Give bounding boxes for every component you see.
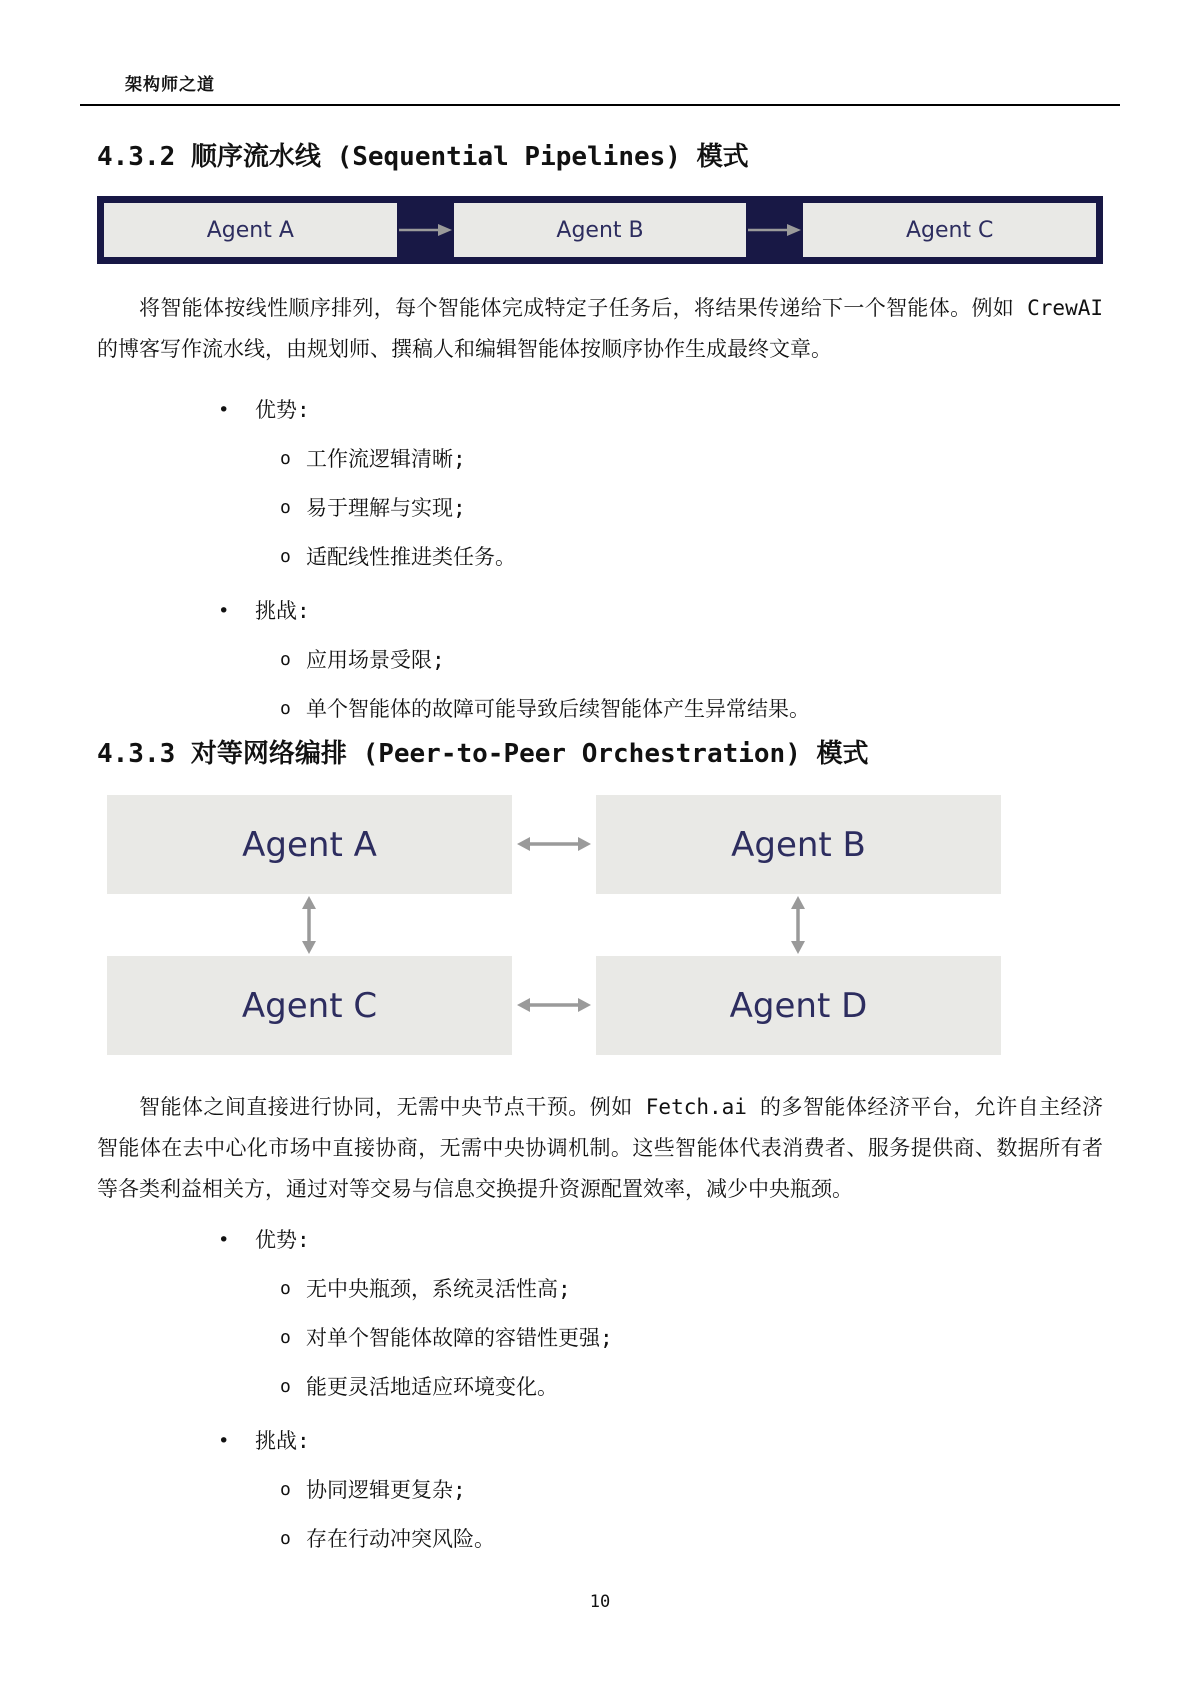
- list-label: 优势:: [255, 1228, 310, 1252]
- bullet-icon: •: [218, 1430, 230, 1452]
- list-item: [97, 543, 1103, 571]
- bullet-icon: •: [218, 600, 230, 622]
- list-item-text: 协同逻辑更复杂;: [306, 1478, 466, 1502]
- header-title: 架构师之道: [125, 75, 215, 95]
- diagram-node-agent-d: Agent D: [596, 956, 1001, 1055]
- bullet-icon: •: [218, 399, 230, 421]
- list-item: [97, 695, 1103, 723]
- list-sequential: [97, 396, 1103, 723]
- list-label: 优势:: [255, 398, 310, 422]
- paragraph-sequential: 将智能体按线性顺序排列，每个智能体完成特定子任务后，将结果传递给下一个智能体。例如 CrewAI 的博客写作流水线，由规划师、撰稿人和编辑智能体按顺序协作生成最终文章。: [97, 296, 1103, 361]
- section-heading-4-3-3: 4.3.3 对等网络编排 (Peer-to-Peer Orchestration) 模式: [97, 739, 869, 769]
- list-item-text: 存在行动冲突风险。: [306, 1527, 495, 1551]
- list-item-text: 适配线性推进类任务。: [306, 545, 516, 569]
- list-item-text: 无中央瓶颈，系统灵活性高;: [306, 1277, 571, 1301]
- list-item: [97, 1275, 1103, 1303]
- list-item: [97, 1476, 1103, 1504]
- arrow-right-icon: [746, 203, 803, 257]
- sub-bullet-icon: o: [280, 546, 291, 567]
- list-label: 挑战:: [255, 599, 310, 623]
- list-item-text: 对单个智能体故障的容错性更强;: [306, 1326, 613, 1350]
- list-item-challenges-label: [97, 597, 1103, 625]
- list-peer-to-peer: [97, 1226, 1103, 1553]
- section-heading-4-3-2: 4.3.2 顺序流水线 (Sequential Pipelines) 模式: [97, 142, 749, 172]
- diagram-node-agent-b: Agent B: [454, 203, 747, 257]
- list-label: 挑战:: [255, 1429, 310, 1453]
- diagram-node-agent-c: Agent C: [803, 203, 1096, 257]
- list-item-advantages-label: [97, 396, 1103, 424]
- double-arrow-vertical-icon: [299, 896, 319, 954]
- header-rule: [80, 104, 1120, 106]
- list-item: [97, 1525, 1103, 1553]
- sub-bullet-icon: o: [280, 1327, 291, 1348]
- sub-bullet-icon: o: [280, 649, 291, 670]
- list-item-text: 单个智能体的故障可能导致后续智能体产生异常结果。: [306, 697, 810, 721]
- list-item: [97, 1373, 1103, 1401]
- list-item-text: 应用场景受限;: [306, 648, 445, 672]
- sub-bullet-icon: o: [280, 448, 291, 469]
- list-item-challenges-label: [97, 1427, 1103, 1455]
- bullet-icon: •: [218, 1229, 230, 1251]
- diagram-node-agent-a: Agent A: [107, 795, 512, 894]
- page-header: [97, 70, 1103, 106]
- double-arrow-horizontal-icon: [516, 995, 592, 1015]
- sub-bullet-icon: o: [280, 1528, 291, 1549]
- list-item: [97, 1324, 1103, 1352]
- list-item: [97, 646, 1103, 674]
- sub-bullet-icon: o: [280, 1278, 291, 1299]
- arrow-right-icon: [397, 203, 454, 257]
- peer-to-peer-diagram: [107, 795, 1001, 1055]
- list-item-text: 工作流逻辑清晰;: [306, 447, 466, 471]
- list-item-text: 易于理解与实现;: [306, 496, 466, 520]
- diagram-node-agent-a: Agent A: [104, 203, 397, 257]
- page-number: 10: [589, 1592, 611, 1612]
- diagram-node-agent-b: Agent B: [596, 795, 1001, 894]
- sub-bullet-icon: o: [280, 1376, 291, 1397]
- list-item-advantages-label: [97, 1226, 1103, 1254]
- sequential-pipeline-diagram: [97, 196, 1103, 264]
- list-item: [97, 494, 1103, 522]
- sub-bullet-icon: o: [280, 698, 291, 719]
- list-item: [97, 445, 1103, 473]
- paragraph-peer-to-peer: 智能体之间直接进行协同，无需中央节点干预。例如 Fetch.ai 的多智能体经济平台，允许自主经济智能体在去中心化市场中直接协商，无需中央协调机制。这些智能体代表消费者、服务提供商、数据所有者等各类利益相关方，通过对等交易与信息交换提升资源配置效率，减少中央瓶颈。: [97, 1095, 1103, 1201]
- diagram-node-agent-c: Agent C: [107, 956, 512, 1055]
- sub-bullet-icon: o: [280, 1479, 291, 1500]
- list-item-text: 能更灵活地适应环境变化。: [306, 1375, 558, 1399]
- double-arrow-vertical-icon: [788, 896, 808, 954]
- double-arrow-horizontal-icon: [516, 834, 592, 854]
- sub-bullet-icon: o: [280, 497, 291, 518]
